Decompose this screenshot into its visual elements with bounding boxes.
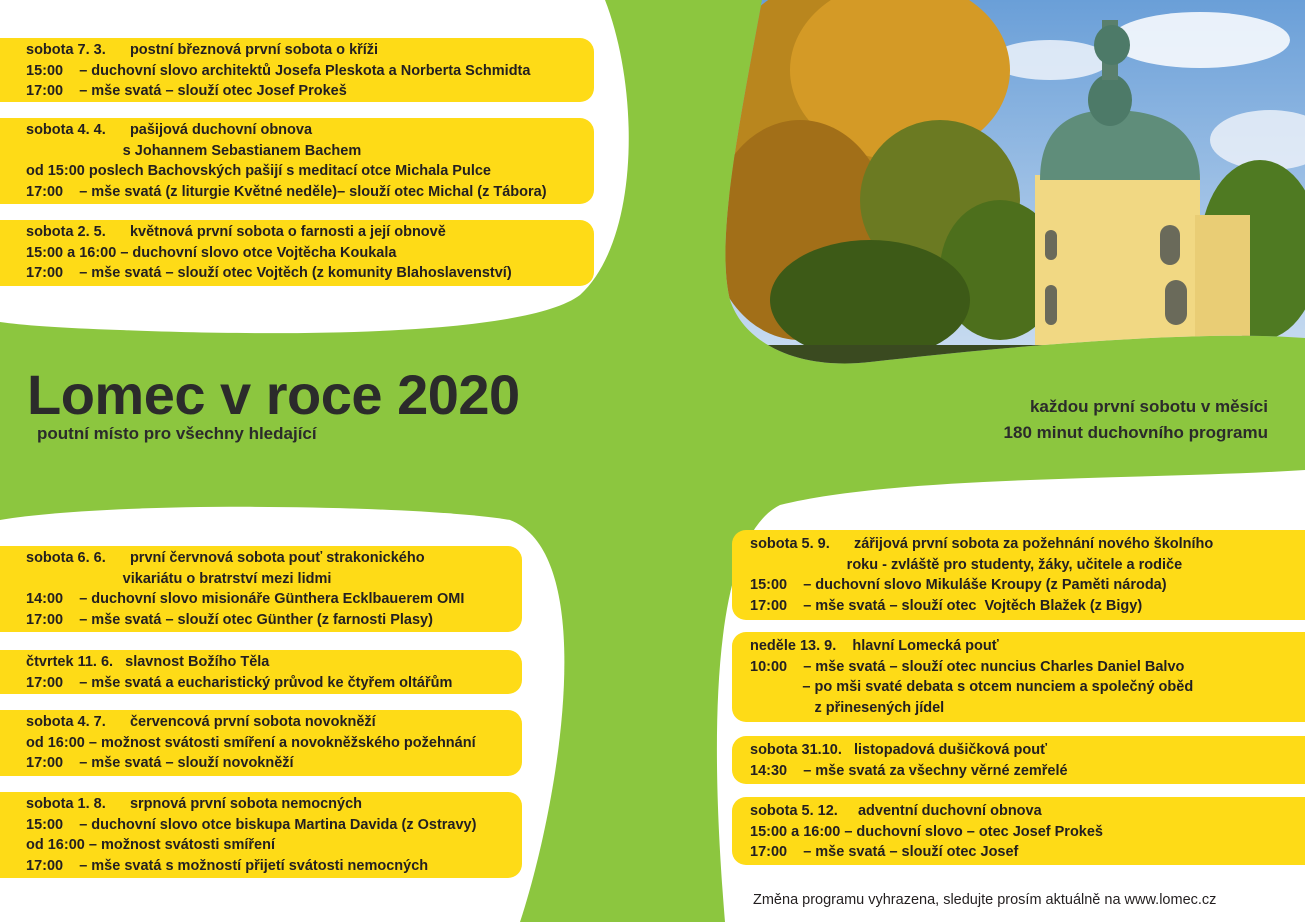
event-card-jul [0, 710, 522, 776]
event-card-corpus-christi [0, 650, 522, 694]
event-line: od 15:00 poslech Bachovských pašijí s meditací otce Michala Pulce [26, 163, 491, 179]
event-line: 15:00 a 16:00 – duchovní slovo otce Vojtěcha Koukala [26, 244, 397, 261]
event-line: čtvrtek 11. 6. slavnost Božího Těla [26, 654, 270, 670]
event-line: 17:00 – mše svatá – slouží otec Josef Prokeš [26, 83, 347, 99]
footer-note: Změna programu vyhrazena, sledujte prosím aktuálně na www.lomec.cz [753, 892, 1217, 908]
event-line: sobota 5. 9. zářijová první sobota za požehnání nového školního [750, 536, 1214, 552]
event-line: 17:00 – mše svatá – slouží otec Vojtěch Blažek (z Bigy) [750, 597, 1143, 614]
event-line: od 16:00 – možnost svátosti smíření [26, 837, 275, 853]
event-line: 17:00 – mše svatá (z liturgie Květné neděle)– slouží otec Michal (z Tábora) [26, 183, 547, 200]
event-line: 15:00 – duchovní slovo otce biskupa Martina Davida (z Ostravy) [26, 816, 477, 833]
event-card-dec [732, 797, 1305, 865]
event-line: 15:00 a 16:00 – duchovní slovo – otec Josef Prokeš [750, 823, 1103, 840]
event-card-may [0, 220, 594, 286]
event-line: 14:30 – mše svatá za všechny věrné zemřelé [750, 762, 1068, 779]
tagline-line-2: 180 minut duchovního programu [1003, 423, 1268, 442]
event-line: 17:00 – mše svatá s možností přijetí svátosti nemocných [26, 857, 429, 874]
event-line: – po mši svaté debata s otcem nunciem a společný oběd [750, 679, 1194, 695]
event-line: sobota 4. 7. červencová první sobota novokněží [26, 714, 376, 730]
event-line: sobota 6. 6. první červnová sobota pouť strakonického [26, 550, 425, 566]
event-card-apr [0, 118, 594, 204]
event-line: 15:00 – duchovní slovo Mikuláše Kroupy (z Paměti národa) [750, 577, 1167, 593]
event-line: z přinesených jídel [750, 699, 945, 716]
event-card-mar [0, 38, 594, 102]
event-line: sobota 31.10. listopadová dušičková pouť [750, 742, 1048, 758]
event-card-aug [0, 792, 522, 878]
event-line: od 16:00 – možnost svátosti smíření a novokněžského požehnání [26, 734, 476, 751]
event-line: 17:00 – mše svatá a eucharistický průvod ke čtyřem oltářům [26, 674, 453, 691]
event-line: neděle 13. 9. hlavní Lomecká pouť [750, 638, 999, 654]
page-subtitle: poutní místo pro všechny hledající [37, 424, 317, 443]
event-line: 10:00 – mše svatá – slouží otec nuncius Charles Daniel Balvo [750, 658, 1185, 675]
event-line: s Johannem Sebastianem Bachem [26, 142, 362, 159]
event-line: 17:00 – mše svatá – slouží otec Josef [750, 844, 1019, 860]
event-card-pilgrimage [732, 632, 1305, 722]
event-line: roku - zvláště pro studenty, žáky, učitele a rodiče [750, 556, 1183, 573]
event-card-jun [0, 546, 522, 632]
event-line: sobota 7. 3. postní březnová první sobota o kříži [26, 42, 379, 58]
event-line: sobota 4. 4. pašijová duchovní obnova [26, 122, 313, 138]
event-line: 17:00 – mše svatá – slouží otec Günther (z farnosti Plasy) [26, 611, 433, 628]
tagline-line-1: každou první sobotu v měsíci [1029, 397, 1268, 416]
event-line: 14:00 – duchovní slovo misionáře Günthera Ecklbauerem OMI [26, 591, 465, 607]
event-card-sep [732, 530, 1305, 620]
event-line: vikariátu o bratrství mezi lidmi [26, 570, 332, 587]
event-line: 15:00 – duchovní slovo architektů Josefa Pleskota a Norberta Schmidta [26, 62, 531, 79]
event-line: sobota 5. 12. adventní duchovní obnova [750, 803, 1042, 819]
page-title: Lomec v roce 2020 [27, 363, 520, 426]
event-card-oct [732, 736, 1305, 784]
event-line: 17:00 – mše svatá – slouží novokněží [26, 755, 294, 771]
event-line: sobota 1. 8. srpnová první sobota nemocných [26, 796, 362, 812]
event-line: sobota 2. 5. květnová první sobota o farnosti a její obnově [26, 224, 446, 240]
event-line: 17:00 – mše svatá – slouží otec Vojtěch (z komunity Blahoslavenství) [26, 265, 512, 281]
